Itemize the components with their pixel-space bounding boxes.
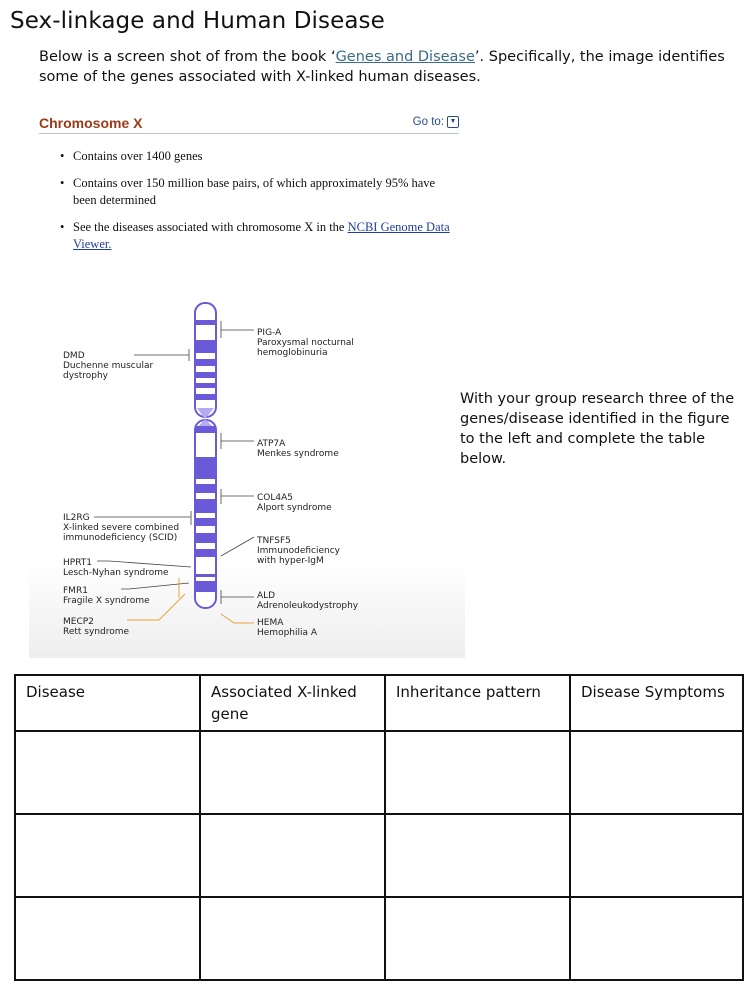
disease-name: dystrophy xyxy=(63,371,109,381)
column-header-gene: Associated X-linked gene xyxy=(200,675,385,731)
gene-label-atp7a xyxy=(257,439,339,459)
gene-name: HPRT1 xyxy=(63,558,93,568)
table-cell[interactable] xyxy=(385,897,570,980)
gene-label-col4a5 xyxy=(257,493,332,513)
chevron-down-icon[interactable]: ▼ xyxy=(447,116,459,128)
page-title: Sex-linkage and Human Disease xyxy=(10,8,385,34)
table-cell[interactable] xyxy=(200,814,385,897)
chromosome-x-figure xyxy=(29,108,465,658)
column-header-symptoms: Disease Symptoms xyxy=(570,675,743,731)
ncbi-genome-link[interactable]: NCBI Genome Data Viewer. xyxy=(73,219,450,251)
disease-name: Hemophilia A xyxy=(257,628,318,638)
table-row xyxy=(15,897,743,980)
gene-name: TNFSF5 xyxy=(257,536,291,546)
gene-name: ALD xyxy=(257,591,276,601)
table-cell[interactable] xyxy=(570,814,743,897)
intro-paragraph xyxy=(39,47,729,87)
disease-name: Duchenne muscular xyxy=(63,361,154,371)
gene-name: IL2RG xyxy=(63,513,90,523)
disease-name: Paroxysmal nocturnal xyxy=(257,338,354,348)
table-cell[interactable] xyxy=(15,897,200,980)
fact-text: Contains over 150 million base pairs, of which approximately 95% have been determined xyxy=(73,175,436,207)
gene-name: HEMA xyxy=(257,618,284,628)
fact-text: Contains over 1400 genes xyxy=(73,149,203,163)
gene-label-ald xyxy=(257,591,359,611)
table-row xyxy=(15,731,743,814)
disease-name: X-linked severe combined xyxy=(63,523,180,533)
gene-label-tnfsf5 xyxy=(256,536,341,566)
table-header-row xyxy=(15,675,743,731)
table-cell[interactable] xyxy=(15,814,200,897)
fact-text: See the diseases associated with chromosome X in the xyxy=(73,219,348,234)
table-cell[interactable] xyxy=(200,731,385,814)
table-cell[interactable] xyxy=(200,897,385,980)
table-cell[interactable] xyxy=(15,731,200,814)
disease-name: Immunodeficiency xyxy=(257,546,340,556)
gene-label-hprt1 xyxy=(63,558,169,578)
genes-and-disease-link[interactable]: Genes and Disease xyxy=(335,49,475,65)
disease-name: Adrenoleukodystrophy xyxy=(257,601,359,611)
disease-name: Menkes syndrome xyxy=(257,449,339,459)
goto-label: Go to: xyxy=(412,116,444,128)
disease-name: Lesch-Nyhan syndrome xyxy=(63,568,169,578)
gene-label-mecp2 xyxy=(63,617,130,637)
research-table xyxy=(14,674,744,981)
table-cell[interactable] xyxy=(570,731,743,814)
intro-text-after: ’. Specifically, the image identifies some of the genes associated with X-linked human diseases. xyxy=(39,49,725,85)
chromosome-title: Chromosome X xyxy=(39,115,143,131)
gene-label-fmr1 xyxy=(63,586,150,606)
gene-label-dmd xyxy=(63,351,153,381)
disease-name: immunodeficiency (SCID) xyxy=(63,533,178,543)
gene-name: MECP2 xyxy=(63,617,94,627)
gene-label-il2rg xyxy=(63,513,179,543)
gene-label-pig-a xyxy=(257,328,354,358)
book-screenshot xyxy=(29,108,465,658)
table-row xyxy=(15,814,743,897)
column-header-disease: Disease xyxy=(15,675,200,731)
gene-name: PIG-A xyxy=(257,328,282,338)
disease-name: Rett syndrome xyxy=(63,627,130,637)
disease-name: Alport syndrome xyxy=(257,503,332,513)
gene-name: COL4A5 xyxy=(257,493,293,503)
gene-name: FMR1 xyxy=(63,586,88,596)
column-header-inheritance: Inheritance pattern xyxy=(385,675,570,731)
table-cell[interactable] xyxy=(385,814,570,897)
table-cell[interactable] xyxy=(570,897,743,980)
chromosome-ideogram xyxy=(195,303,216,608)
intro-text-before: Below is a screen shot of from the book ‘ xyxy=(39,49,336,65)
gene-label-hema xyxy=(257,618,318,638)
disease-name: hemoglobinuria xyxy=(257,348,328,358)
gene-name: ATP7A xyxy=(257,439,286,449)
disease-name: Fragile X syndrome xyxy=(63,596,150,606)
group-instructions: With your group research three of the genes/disease identified in the figure to the left and complete the table below. xyxy=(460,391,735,467)
table-cell[interactable] xyxy=(385,731,570,814)
disease-name: with hyper-IgM xyxy=(257,556,324,566)
gene-name: DMD xyxy=(63,351,85,361)
